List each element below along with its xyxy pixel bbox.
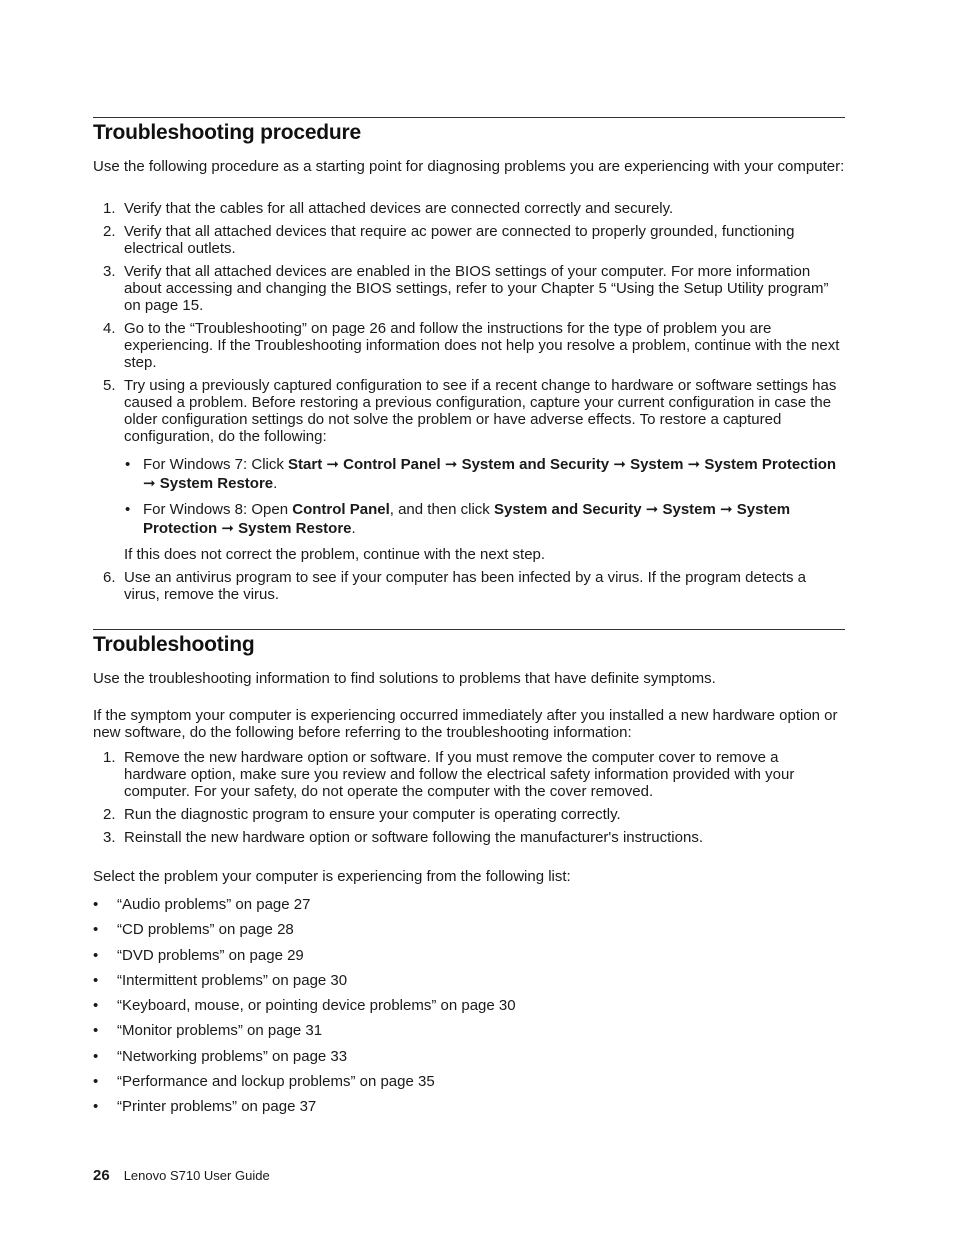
- step-number: 2.: [103, 806, 116, 823]
- problem-link-list: [93, 896, 845, 1124]
- step-number: 1.: [103, 749, 116, 766]
- menu-path-system-protection: System Protection: [704, 456, 837, 473]
- install-step: [93, 806, 845, 823]
- bullet: •: [125, 501, 131, 518]
- step-text: Remove the new hardware option or software. If you must remove the computer cover to remove a hardware option, make sure you review and follow the electrical safety information provided with your computer. For your safety, do not operate the computer with the cover removed.: [124, 749, 795, 800]
- menu-path-system-restore: System Restore: [159, 475, 274, 492]
- arrow-right-icon: ➞: [444, 456, 458, 473]
- section-paragraph: Select the problem your computer is experiencing from the following list:: [93, 868, 571, 885]
- section-paragraph: Use the troubleshooting information to find solutions to problems that have definite symptoms.: [93, 670, 716, 687]
- step-text: Use an antivirus program to see if your computer has been infected by a virus. If the program detects a virus, remove the virus.: [124, 569, 807, 603]
- menu-path-control-panel: Control Panel: [343, 456, 441, 473]
- windows8-option: • For Windows 8: Open Control Panel, and then click System and Security ➞ System ➞ System Protection ➞ System Restore.: [125, 501, 791, 537]
- arrow-right-icon: ➞: [687, 456, 701, 473]
- list-item: [93, 1073, 845, 1098]
- bullet: •: [93, 1098, 99, 1116]
- step-number: 2.: [103, 223, 116, 240]
- step-number: 4.: [103, 320, 116, 337]
- step-number: 6.: [103, 569, 116, 586]
- bullet: •: [125, 456, 131, 473]
- problem-link[interactable]: “Networking problems” on page 33: [117, 1047, 348, 1065]
- install-step: [93, 829, 845, 846]
- step-followup: If this does not correct the problem, continue with the next step.: [124, 546, 546, 563]
- section-paragraph: If the symptom your computer is experiencing occurred immediately after you installed a new hardware option or new software, do the following before referring to the troubleshooting information:: [93, 707, 838, 741]
- list-item: [93, 997, 845, 1022]
- windows-options: [124, 455, 845, 538]
- problem-link[interactable]: “DVD problems” on page 29: [117, 946, 304, 964]
- list-item: [93, 921, 845, 946]
- bullet: •: [93, 971, 99, 989]
- section-intro: Use the following procedure as a starting point for diagnosing problems you are experiencing with your computer:: [93, 158, 845, 175]
- procedure-step: [93, 320, 845, 371]
- bullet: •: [93, 1047, 99, 1065]
- bullet: •: [93, 921, 99, 939]
- step-text: Go to the “Troubleshooting” on page 26 and follow the instructions for the type of problem you are experiencing. If the Troubleshooting information does not help you resolve a problem, continue with the next step.: [124, 320, 840, 371]
- arrow-right-icon: ➞: [613, 456, 626, 473]
- procedure-step: [93, 569, 845, 603]
- list-item: [93, 896, 845, 921]
- step-text: Run the diagnostic program to ensure your computer is operating correctly.: [124, 806, 621, 823]
- problem-link[interactable]: “Monitor problems” on page 31: [117, 1022, 323, 1040]
- procedure-step: [93, 223, 845, 257]
- bullet: •: [93, 946, 99, 964]
- menu-path-start: Start: [288, 456, 323, 473]
- arrow-right-icon: ➞: [645, 501, 659, 518]
- bullet: •: [93, 997, 99, 1015]
- problem-link[interactable]: “Performance and lockup problems” on page 35: [117, 1073, 435, 1091]
- section-divider: [93, 629, 845, 630]
- list-item: [93, 1022, 845, 1047]
- step-text: Verify that the cables for all attached devices are connected correctly and securely.: [124, 200, 674, 217]
- problem-link[interactable]: “Intermittent problems” on page 30: [117, 971, 348, 989]
- step-text: Try using a previously captured configuration to see if a recent change to hardware or software settings has caused a problem. Before restoring a previous configuration, capture your current configuration in case the older configuration settings do not solve the problem or have adverse effects. To restore a captured configuration, do the following:: [124, 377, 837, 445]
- windows7-option: • For Windows 7: Click Start ➞ Control Panel ➞ System and Security ➞ System ➞ System Protection ➞ System Restore.: [125, 456, 837, 492]
- list-item: [93, 972, 845, 997]
- step-number: 5.: [103, 377, 116, 394]
- procedure-step: [93, 263, 845, 314]
- procedure-steps: [93, 200, 845, 609]
- step-text: Verify that all attached devices are enabled in the BIOS settings of your computer. For more information about accessing and changing the BIOS settings, refer to your Chapter 5 “Using the Setup Utility program” on page 15.: [124, 263, 829, 314]
- bullet: •: [93, 1022, 99, 1040]
- bullet: •: [93, 896, 99, 913]
- problem-link[interactable]: “Keyboard, mouse, or pointing device problems” on page 30: [117, 997, 516, 1015]
- step-number: 3.: [103, 829, 116, 846]
- list-item: [93, 947, 845, 972]
- procedure-step: [93, 377, 845, 563]
- arrow-right-icon: ➞: [143, 475, 156, 492]
- list-item: [93, 1048, 845, 1073]
- menu-path-system-restore: System Restore: [238, 520, 352, 537]
- section-title: Troubleshooting: [93, 633, 255, 656]
- arrow-right-icon: ➞: [221, 520, 234, 537]
- install-step: [93, 749, 845, 800]
- list-item: [93, 1098, 845, 1123]
- step-text: Verify that all attached devices that require ac power are connected to properly grounded, functioning electrical outlets.: [124, 223, 795, 257]
- problem-link[interactable]: “Printer problems” on page 37: [117, 1098, 317, 1116]
- problem-link[interactable]: “Audio problems” on page 27: [117, 896, 311, 913]
- section-title: Troubleshooting procedure: [93, 121, 362, 144]
- step-number: 1.: [103, 200, 116, 217]
- arrow-right-icon: ➞: [326, 456, 339, 473]
- install-steps: [93, 749, 845, 852]
- step-number: 3.: [103, 263, 116, 280]
- problem-link[interactable]: “CD problems” on page 28: [117, 921, 294, 939]
- menu-path-system-protection: System Protection: [143, 501, 791, 537]
- arrow-right-icon: ➞: [720, 501, 733, 518]
- procedure-step: [93, 200, 845, 217]
- page-footer: [93, 1167, 270, 1184]
- menu-path-system-security: System and Security: [461, 456, 610, 473]
- step-text: Reinstall the new hardware option or software following the manufacturer's instructions.: [124, 829, 703, 846]
- menu-path-system-security: System and Security: [493, 501, 642, 518]
- menu-path-system: System: [630, 456, 684, 473]
- bullet: •: [93, 1073, 99, 1091]
- page-number: 26: [93, 1167, 110, 1184]
- menu-path-control-panel: Control Panel: [292, 501, 390, 518]
- menu-path-system: System: [662, 501, 716, 518]
- section-divider: [93, 117, 845, 118]
- guide-title: Lenovo S710 User Guide: [123, 1168, 270, 1183]
